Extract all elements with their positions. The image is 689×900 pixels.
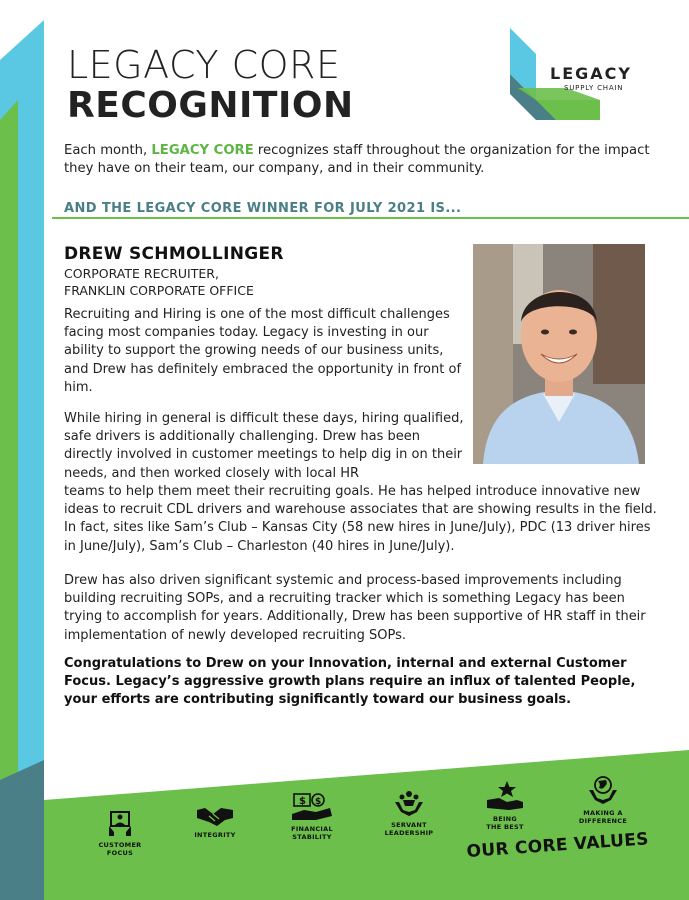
winner-name: DREW SCHMOLLINGER <box>64 244 284 264</box>
body-paragraph-3: Drew has also driven significant systemic and process-based improvements including building recruiting SOPs, and a recruiting tracker which is something Legacy has been trying to accomplish for years. Additionally, Drew has been supportive of HR staff in their implementation of newly developed recruiting SOPs. <box>64 573 646 643</box>
title-line-2: RECOGNITION <box>67 85 354 126</box>
core-value-label-1b: FOCUS <box>106 849 134 857</box>
winner-role-line-1: CORPORATE RECRUITER, <box>64 266 219 281</box>
core-value-making-a-difference <box>575 774 631 825</box>
intro-suffix: recognizes staff throughout the organization for the impact they have on their team, our company, and in their community. <box>64 143 650 176</box>
core-value-label-5b: THE BEST <box>486 823 524 831</box>
servant-hands-icon <box>393 788 425 818</box>
core-value-label-1: CUSTOMER <box>98 841 142 849</box>
legacy-logo <box>506 28 656 120</box>
intro-highlight: LEGACY CORE <box>151 143 254 158</box>
star-hand-icon <box>485 780 525 812</box>
core-value-label-3: FINANCIAL <box>291 825 333 833</box>
core-value-label-6b: DIFFERENCE <box>578 817 628 825</box>
money-hand-icon <box>290 792 334 822</box>
core-value-financial-stability <box>284 792 340 841</box>
logo-subtitle: SUPPLY CHAIN <box>564 84 624 92</box>
page-title <box>67 44 354 126</box>
globe-hands-icon <box>587 774 619 806</box>
core-value-label-6: MAKING A <box>583 809 623 817</box>
core-value-label-4b: LEADERSHIP <box>384 829 434 837</box>
title-line-1: LEGACY CORE <box>67 43 341 87</box>
core-value-label-4: SERVANT <box>391 821 427 829</box>
winner-role <box>64 265 254 299</box>
body-paragraph-2-part-1: While hiring in general is difficult these days, hiring qualified, safe drivers is additionally challenging. Drew has been directly involved in customer meetings to help dig in on their needs, and then worked closely with local HR <box>64 411 464 481</box>
winner-photo <box>473 244 645 464</box>
handshake-icon <box>195 802 235 828</box>
svg-text:$: $ <box>315 797 322 807</box>
body-paragraph-2-part-2: teams to help them meet their recruiting goals. He has helped introduce innovative new ideas to recruit CDL drivers and warehouse associates that are showing results in the field. In fact, sites like Sam’s Club – Kansas City (58 new hires in June/July), PDC (13 driver hires in June/July), Sam’s Club – Charleston (40 hires in June/July). <box>64 484 657 554</box>
core-values-heading: OUR CORE VALUES <box>466 829 650 862</box>
body-paragraph-1: Recruiting and Hiring is one of the most difficult challenges facing most companies today. Legacy is investing in our ability to support the growing needs of our business units, and Drew has definitely embraced the opportunity in front of him. <box>64 307 462 395</box>
section-divider <box>52 217 689 219</box>
core-value-integrity <box>190 802 240 839</box>
core-value-label-3b: STABILITY <box>292 833 332 841</box>
core-value-servant-leadership <box>383 788 435 837</box>
core-value-label-5: BEING <box>492 815 518 823</box>
winner-section-header: AND THE LEGACY CORE WINNER FOR JULY 2021 IS... <box>64 201 462 216</box>
svg-text:$: $ <box>299 796 306 807</box>
core-value-customer-focus <box>92 808 148 857</box>
logo-wordmark: LEGACY <box>550 64 632 83</box>
intro-paragraph <box>64 142 664 178</box>
core-value-label-2: INTEGRITY <box>194 831 236 839</box>
congratulations-paragraph: Congratulations to Drew on your Innovation, internal and external Customer Focus. Legacy’s aggressive growth plans require an influx of talented People, your efforts are contributing significantly toward our business goals. <box>64 656 636 708</box>
intro-prefix: Each month, <box>64 143 152 158</box>
core-value-being-the-best <box>482 780 528 831</box>
customer-focus-icon <box>105 808 135 838</box>
winner-role-line-2: FRANKLIN CORPORATE OFFICE <box>64 283 254 298</box>
